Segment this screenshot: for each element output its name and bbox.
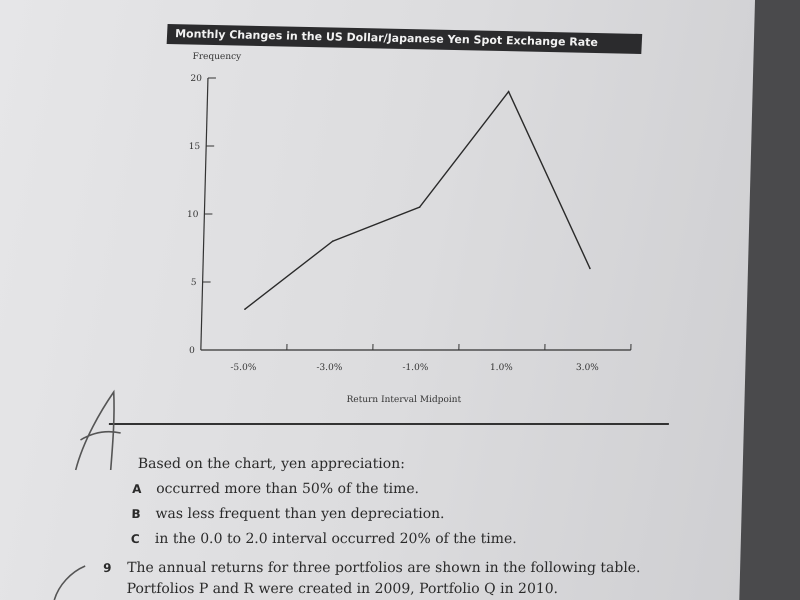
chart-title: Monthly Changes in the US Dollar/Japanese Yen Spot Exchange Rate — [167, 24, 643, 54]
x-tick-label: -1.0% — [402, 363, 429, 373]
chart-series — [244, 91, 595, 310]
y-axis-label: Frequency — [192, 52, 242, 62]
option-b-letter: B — [131, 507, 141, 521]
option-b-text: was less frequent than yen depreciation. — [155, 506, 445, 522]
y-tick-label: 20 — [190, 74, 203, 84]
chart-axes — [201, 78, 638, 350]
x-tick-label: 3.0% — [575, 363, 599, 373]
chart-ticks — [183, 74, 607, 373]
handwritten-letter-a — [76, 392, 122, 470]
x-tick-label: -3.0% — [316, 363, 343, 373]
data-point--3.0% — [332, 240, 334, 242]
option-a-letter: A — [132, 482, 142, 496]
next-question-number: 9 — [102, 561, 112, 575]
section-divider — [109, 423, 669, 425]
x-tick-label: 1.0% — [489, 363, 513, 373]
option-c-text: in the 0.0 to 2.0 interval occurred 20% of the time. — [154, 531, 517, 547]
option-a-text: occurred more than 50% of the time. — [155, 481, 420, 497]
x-tick-label: -5.0% — [230, 363, 257, 373]
next-question — [102, 558, 640, 600]
frequency-line — [245, 92, 595, 310]
question-stem: Based on the chart, yen appreciation: — [137, 456, 406, 472]
option-c[interactable] — [131, 531, 517, 547]
handwritten-c-mark — [54, 566, 85, 600]
option-a[interactable] — [132, 481, 419, 497]
option-c-letter: C — [130, 532, 140, 546]
y-tick-label: 0 — [188, 346, 195, 356]
data-point--1.0% — [419, 206, 421, 208]
y-tick-label: 10 — [186, 210, 199, 220]
y-tick-label: 5 — [190, 278, 197, 288]
next-question-line-2: Portfolios P and R were created in 2009, Portfolio Q in 2010. — [126, 581, 559, 597]
data-point--5.0% — [244, 308, 246, 310]
x-axis-label: Return Interval Midpoint — [346, 395, 462, 405]
option-b[interactable] — [131, 506, 444, 522]
y-tick-label: 15 — [188, 142, 201, 152]
next-question-line-1: The annual returns for three portfolios are shown in the following table. — [126, 560, 641, 576]
